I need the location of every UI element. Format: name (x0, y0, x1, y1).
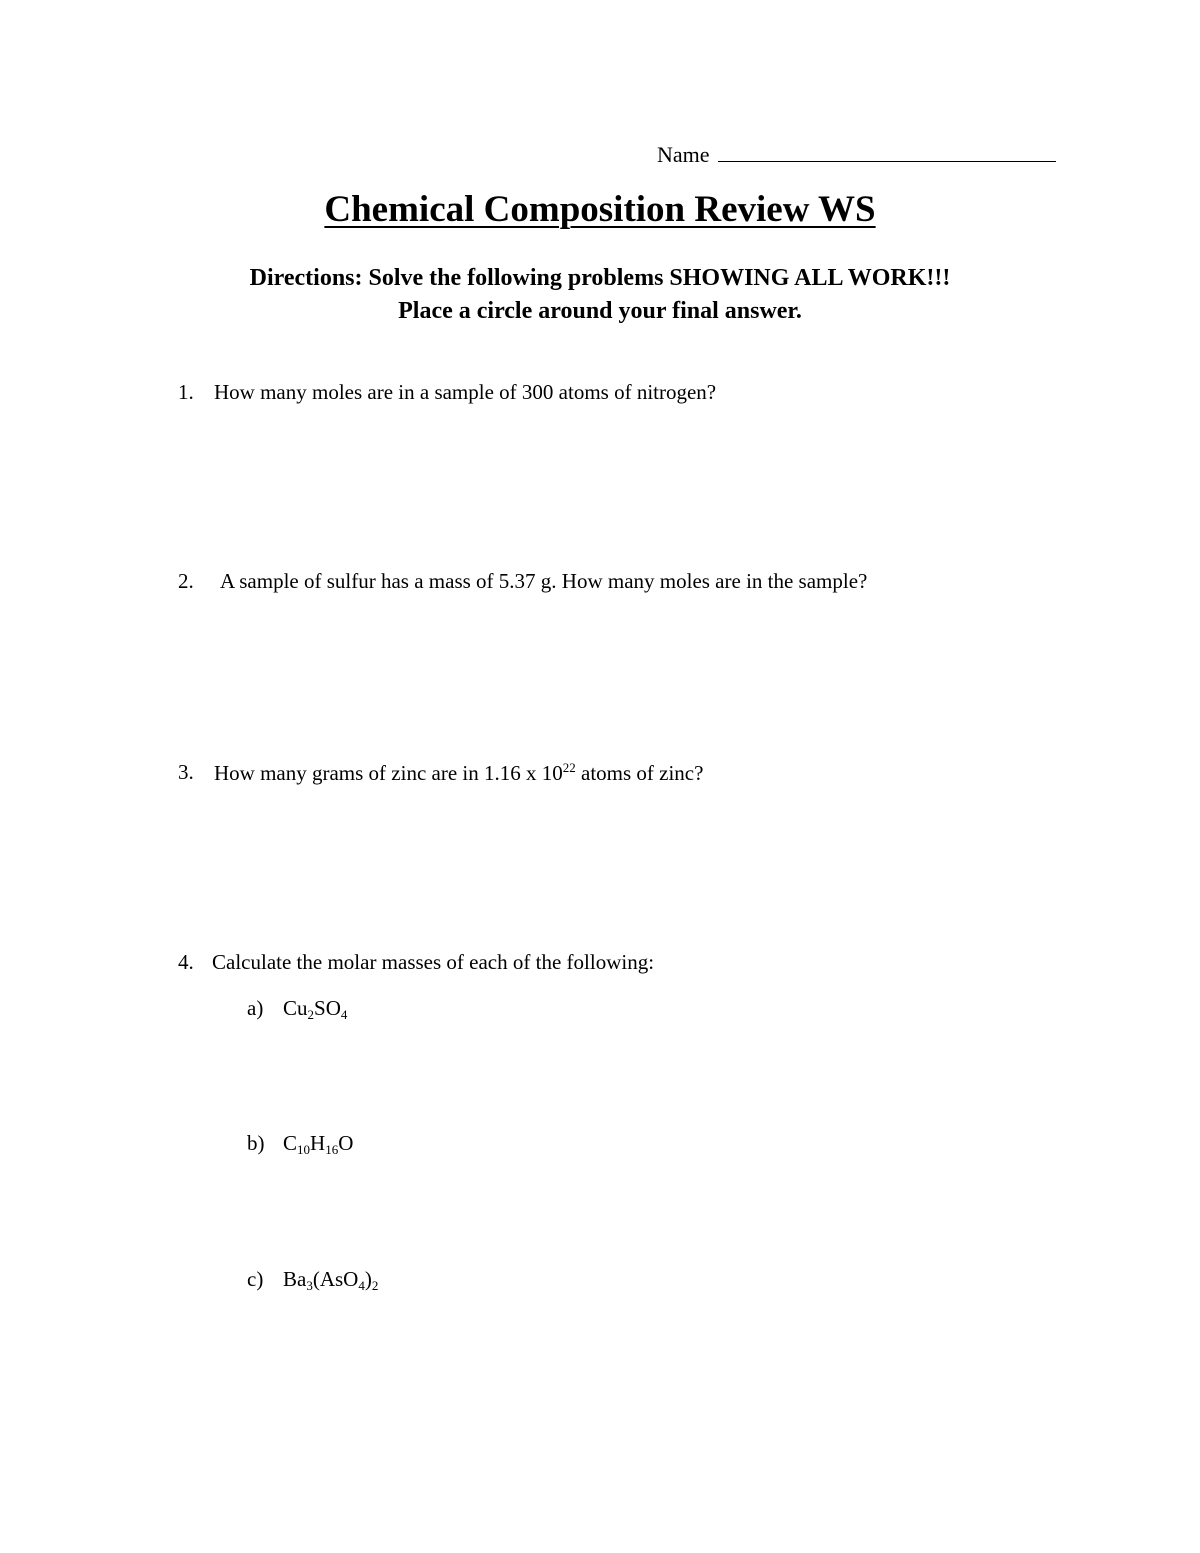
name-label: Name (657, 142, 710, 167)
directions (0, 262, 1200, 328)
name-blank-line (718, 143, 1056, 162)
subscript: 4 (358, 1278, 365, 1293)
subscript: 16 (325, 1142, 339, 1157)
element: Ba (283, 1267, 307, 1291)
directions-line-1: Directions: Solve the following problems SHOWING ALL WORK!!! (249, 265, 951, 291)
formula-letter: b) (247, 1131, 265, 1155)
element: C (283, 1131, 298, 1155)
question-1 (178, 380, 878, 410)
subscript: 4 (340, 1007, 348, 1022)
exponent: 22 (562, 760, 576, 775)
subscript: 2 (307, 1007, 315, 1022)
name-field (657, 142, 1056, 168)
question-text: How many moles are in a sample of 300 atoms of nitrogen? (214, 380, 717, 404)
subscript: 2 (371, 1278, 379, 1293)
element: SO (314, 996, 341, 1020)
page-title: Chemical Composition Review WS (324, 189, 876, 230)
question-4 (178, 950, 878, 980)
element: ) (364, 1267, 372, 1291)
subscript: 3 (306, 1278, 313, 1293)
chemical-formula (283, 996, 347, 1023)
question-number: 3. (178, 760, 194, 784)
element: O (338, 1131, 354, 1155)
formula-letter: c) (247, 1267, 264, 1291)
question-number: 2. (178, 569, 194, 593)
subscript: 10 (297, 1142, 311, 1157)
question-text: Calculate the molar masses of each of the following: (212, 950, 655, 974)
question-text-part: atoms of zinc? (575, 761, 704, 785)
question-text (214, 760, 703, 786)
question-3 (178, 760, 878, 790)
formula-a (247, 996, 547, 1026)
element: Cu (283, 996, 308, 1020)
chemical-formula (283, 1131, 353, 1158)
directions-line-2: Place a circle around your final answer. (398, 298, 802, 324)
question-number: 4. (178, 950, 194, 974)
formula-c (247, 1267, 547, 1297)
question-text: A sample of sulfur has a mass of 5.37 g. How many moles are in the sample? (220, 569, 868, 593)
element: H (310, 1131, 326, 1155)
question-text-part: How many grams of zinc are in 1.16 x 10 (214, 761, 563, 785)
formula-b (247, 1131, 547, 1161)
formula-letter: a) (247, 996, 264, 1020)
element: (AsO (312, 1267, 359, 1291)
question-number: 1. (178, 380, 194, 404)
question-2 (178, 569, 998, 599)
chemical-formula (283, 1267, 378, 1294)
